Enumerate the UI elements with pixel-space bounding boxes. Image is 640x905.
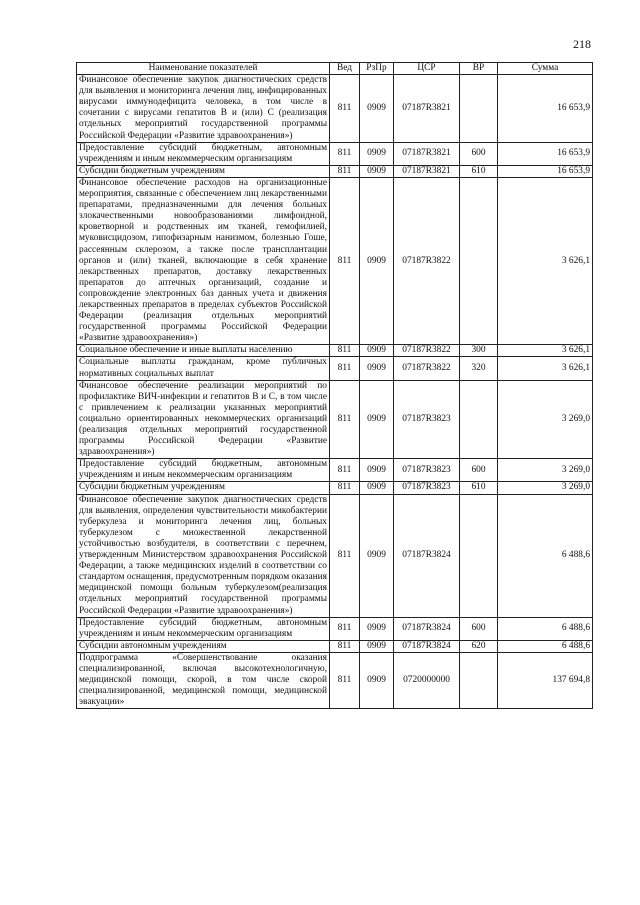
table-row xyxy=(77,482,593,494)
row-name: Подпрограмма «Совершенствование оказания специализированной, включая высокотехнологичную, медицинской помощи, скорой, в том числе скорой специализированной, медицинской помощи, медицинской эвакуации» xyxy=(77,652,330,708)
row-vr xyxy=(460,494,498,617)
table-header-row xyxy=(77,63,593,75)
row-vr xyxy=(460,652,498,708)
row-ved: 811 xyxy=(330,640,360,652)
row-vr: 610 xyxy=(460,165,498,177)
row-csr: 07187R3821 xyxy=(394,75,460,143)
row-sum: 3 269,0 xyxy=(498,482,593,494)
row-vr xyxy=(460,177,498,344)
budget-table xyxy=(76,62,593,709)
row-vr xyxy=(460,75,498,143)
row-vr: 620 xyxy=(460,640,498,652)
row-sum: 16 653,9 xyxy=(498,142,593,165)
table-row xyxy=(77,165,593,177)
row-rzpr: 0909 xyxy=(360,357,394,380)
row-csr: 0720000000 xyxy=(394,652,460,708)
row-name: Финансовое обеспечение реализации мероприятий по профилактике ВИЧ-инфекции и гепатитов В и С, в том числе с привлечением к реализации указанных мероприятий социально ориентированных некоммерческих организаций (реализация отдельных мероприятий государственной программы Российской Федерации «Развитие здравоохранения») xyxy=(77,380,330,459)
row-rzpr: 0909 xyxy=(360,617,394,640)
row-name: Предоставление субсидий бюджетным, автономным учреждениям и иным некоммерческим организациям xyxy=(77,617,330,640)
header-rzpr: РзПр xyxy=(360,63,394,75)
row-rzpr: 0909 xyxy=(360,142,394,165)
row-name: Социальное обеспечение и иные выплаты населению xyxy=(77,345,330,357)
row-csr: 07187R3824 xyxy=(394,494,460,617)
row-csr: 07187R3822 xyxy=(394,177,460,344)
row-rzpr: 0909 xyxy=(360,380,394,459)
row-name: Финансовое обеспечение расходов на организационные мероприятия, связанные с обеспечением лиц лекарственными препаратами, предназначенными для лечения больных злокачественными новообразованиями лимфоидной, кроветворной и родственных им тканей, гемофилией, муковисцидозом, гипофизарным нанизмом, болезнью Гоше, рассеянным склерозом, а также после трансплантации органов и (или) тканей, включающие в себя хранение лекарственных препаратов, доставку лекарственных препаратов до аптечных организаций, создание и сопровождение электронных баз данных учета и движения лекарственных препаратов в пределах субъектов Российской Федерации (реализация отдельных мероприятий государственной программы Российской Федерации «Развитие здравоохранения») xyxy=(77,177,330,344)
row-ved: 811 xyxy=(330,494,360,617)
table-row xyxy=(77,652,593,708)
table-row xyxy=(77,142,593,165)
row-vr xyxy=(460,380,498,459)
row-rzpr: 0909 xyxy=(360,345,394,357)
row-rzpr: 0909 xyxy=(360,459,394,482)
row-name: Финансовое обеспечение закупок диагностических средств для выявления и мониторинга лечения лиц, инфицированных вирусами иммунодефицита человека, в том числе в сочетании с вирусами гепатитов В и (или) С (реализация отдельных мероприятий государственной программы Российской Федерации «Развитие здравоохранения») xyxy=(77,75,330,143)
row-rzpr: 0909 xyxy=(360,165,394,177)
row-name: Предоставление субсидий бюджетным, автономным учреждениям и иным некоммерческим организациям xyxy=(77,142,330,165)
table-row xyxy=(77,617,593,640)
row-name: Социальные выплаты гражданам, кроме публичных нормативных социальных выплат xyxy=(77,357,330,380)
table-row xyxy=(77,345,593,357)
row-sum: 3 626,1 xyxy=(498,345,593,357)
row-csr: 07187R3824 xyxy=(394,617,460,640)
row-rzpr: 0909 xyxy=(360,640,394,652)
table-row xyxy=(77,357,593,380)
row-csr: 07187R3821 xyxy=(394,142,460,165)
row-vr: 600 xyxy=(460,459,498,482)
row-csr: 07187R3822 xyxy=(394,345,460,357)
row-name: Финансовое обеспечение закупок диагностических средств для выявления, определения чувствительности микобактерии туберкулеза и мониторинга лечения лиц, больных туберкулезом с множественной лекарственной устойчивостью возбудителя, в соответствии с перечнем, утвержденным Министерством здравоохранения Российской Федерации, а также медицинских изделий в соответствии со стандартом оснащения, предусмотренным порядком оказания медицинской помощи больным туберкулезом(реализация отдельных мероприятий государственной программы Российской Федерации «Развитие здравоохранения») xyxy=(77,494,330,617)
row-vr: 300 xyxy=(460,345,498,357)
row-name: Предоставление субсидий бюджетным, автономным учреждениям и иным некоммерческим организациям xyxy=(77,459,330,482)
row-vr: 320 xyxy=(460,357,498,380)
row-csr: 07187R3823 xyxy=(394,482,460,494)
row-sum: 3 269,0 xyxy=(498,380,593,459)
row-ved: 811 xyxy=(330,165,360,177)
table-row xyxy=(77,380,593,459)
page-number: 218 xyxy=(573,37,591,51)
table-row xyxy=(77,494,593,617)
row-sum: 137 694,8 xyxy=(498,652,593,708)
row-name: Субсидии бюджетным учреждениям xyxy=(77,482,330,494)
row-ved: 811 xyxy=(330,380,360,459)
row-csr: 07187R3824 xyxy=(394,640,460,652)
row-sum: 3 269,0 xyxy=(498,459,593,482)
row-rzpr: 0909 xyxy=(360,482,394,494)
row-sum: 3 626,1 xyxy=(498,177,593,344)
row-sum: 3 626,1 xyxy=(498,357,593,380)
row-sum: 6 488,6 xyxy=(498,617,593,640)
row-ved: 811 xyxy=(330,617,360,640)
row-csr: 07187R3821 xyxy=(394,165,460,177)
row-name: Субсидии бюджетным учреждениям xyxy=(77,165,330,177)
header-csr: ЦСР xyxy=(394,63,460,75)
table-row xyxy=(77,459,593,482)
header-vr: ВР xyxy=(460,63,498,75)
row-ved: 811 xyxy=(330,177,360,344)
row-ved: 811 xyxy=(330,345,360,357)
row-rzpr: 0909 xyxy=(360,494,394,617)
row-csr: 07187R3823 xyxy=(394,380,460,459)
row-vr: 600 xyxy=(460,617,498,640)
table-row xyxy=(77,177,593,344)
header-ved: Вед xyxy=(330,63,360,75)
row-rzpr: 0909 xyxy=(360,652,394,708)
row-rzpr: 0909 xyxy=(360,177,394,344)
row-name: Субсидии автономным учреждениям xyxy=(77,640,330,652)
table-row xyxy=(77,640,593,652)
row-csr: 07187R3823 xyxy=(394,459,460,482)
row-ved: 811 xyxy=(330,142,360,165)
row-sum: 6 488,6 xyxy=(498,494,593,617)
row-sum: 16 653,9 xyxy=(498,75,593,143)
row-ved: 811 xyxy=(330,459,360,482)
row-csr: 07187R3822 xyxy=(394,357,460,380)
row-ved: 811 xyxy=(330,75,360,143)
table-row xyxy=(77,75,593,143)
row-sum: 6 488,6 xyxy=(498,640,593,652)
row-ved: 811 xyxy=(330,652,360,708)
row-sum: 16 653,9 xyxy=(498,165,593,177)
row-ved: 811 xyxy=(330,482,360,494)
row-vr: 610 xyxy=(460,482,498,494)
row-ved: 811 xyxy=(330,357,360,380)
header-name: Наименование показателей xyxy=(77,63,330,75)
row-rzpr: 0909 xyxy=(360,75,394,143)
header-sum: Сумма xyxy=(498,63,593,75)
row-vr: 600 xyxy=(460,142,498,165)
